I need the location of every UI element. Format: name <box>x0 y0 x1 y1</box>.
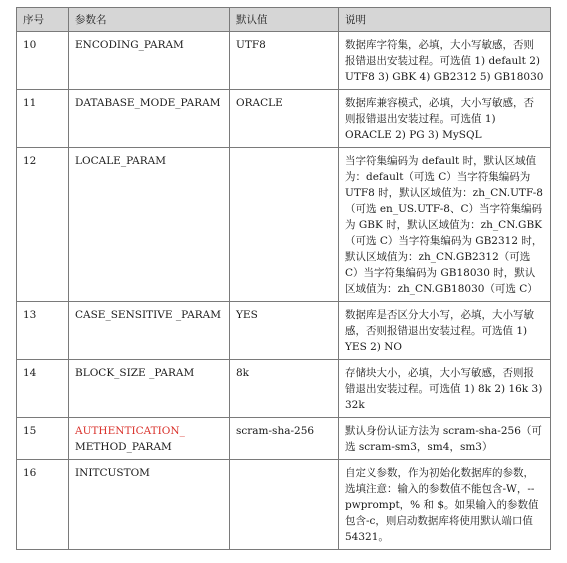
description: 数据库是否区分大小写，必填，大小写敏感，否则报错退出安装过程。可选值 1) YES 2) NO <box>339 302 551 360</box>
param-name-text: ENCODING_PARAM <box>75 39 184 51</box>
description: 数据库兼容模式，必填，大小写敏感，否则报错退出安装过程。可选值 1) ORACLE 2) PG 3) MySQL <box>339 90 551 148</box>
row-no: 10 <box>17 32 69 90</box>
param-name-text: METHOD_PARAM <box>75 441 172 453</box>
table-header <box>17 8 551 32</box>
param-name <box>69 148 230 302</box>
description: 存储块大小，必填，大小写敏感，否则报错退出安装过程。可选值 1) 8k 2) 16k 3) 32k <box>339 360 551 418</box>
header-description: 说明 <box>339 8 551 32</box>
default-value: scram-sha-256 <box>230 418 339 460</box>
parameter-table <box>16 7 551 550</box>
row-no: 14 <box>17 360 69 418</box>
table-row <box>17 460 551 550</box>
default-value: UTF8 <box>230 32 339 90</box>
param-name <box>69 90 230 148</box>
header-param-name: 参数名 <box>69 8 230 32</box>
param-name-text: DATABASE_MODE_PARAM <box>75 97 221 109</box>
param-name-text: BLOCK_SIZE _PARAM <box>75 367 195 379</box>
param-name <box>69 360 230 418</box>
default-value: YES <box>230 302 339 360</box>
table-row <box>17 418 551 460</box>
default-value <box>230 460 339 550</box>
param-name-text: LOCALE_PARAM <box>75 155 167 167</box>
param-name-text-highlighted: AUTHENTICATION_ <box>75 425 185 437</box>
row-no: 11 <box>17 90 69 148</box>
default-value <box>230 148 339 302</box>
table-row <box>17 32 551 90</box>
row-no: 13 <box>17 302 69 360</box>
table-row <box>17 148 551 302</box>
param-name-text: INITCUSTOM <box>75 467 150 479</box>
row-no: 15 <box>17 418 69 460</box>
row-no: 12 <box>17 148 69 302</box>
description: 当字符集编码为 default 时，默认区域值为：default（可选 C）当字符集编码为 UTF8 时，默认区域值为：zh_CN.UTF-8（可选 en_US.UTF-8、C）当字符集编码为 GBK 时，默认区域值为：zh_CN.GBK（可选 C）当字符集编码为 GB2312 时，默认区域值为：zh_CN.GB2312（可选 C）当字符集编码为 GB18030 时，默认区域值为：zh_CN.GB18030（可选 C） <box>339 148 551 302</box>
param-name <box>69 32 230 90</box>
description: 自定义参数，作为初始化数据库的参数，选填注意：输入的参数值不能包含-W，--pwprompt，% 和 $。如果输入的参数值包含-c，则启动数据库将使用默认端口值 54321。 <box>339 460 551 550</box>
table-row <box>17 302 551 360</box>
header-row <box>17 8 551 32</box>
param-name-text: CASE_SENSITIVE _PARAM <box>75 309 222 321</box>
param-name <box>69 302 230 360</box>
default-value: 8k <box>230 360 339 418</box>
row-no: 16 <box>17 460 69 550</box>
table-row <box>17 360 551 418</box>
header-no: 序号 <box>17 8 69 32</box>
table-row <box>17 90 551 148</box>
param-name <box>69 418 230 460</box>
description: 数据库字符集，必填，大小写敏感，否则报错退出安装过程。可选值 1) default 2) UTF8 3) GBK 4) GB2312 5) GB18030 <box>339 32 551 90</box>
description: 默认身份认证方法为 scram-sha-256（可选 scram-sm3，sm4，sm3） <box>339 418 551 460</box>
default-value: ORACLE <box>230 90 339 148</box>
param-name <box>69 460 230 550</box>
table-body <box>17 32 551 550</box>
header-default-value: 默认值 <box>230 8 339 32</box>
